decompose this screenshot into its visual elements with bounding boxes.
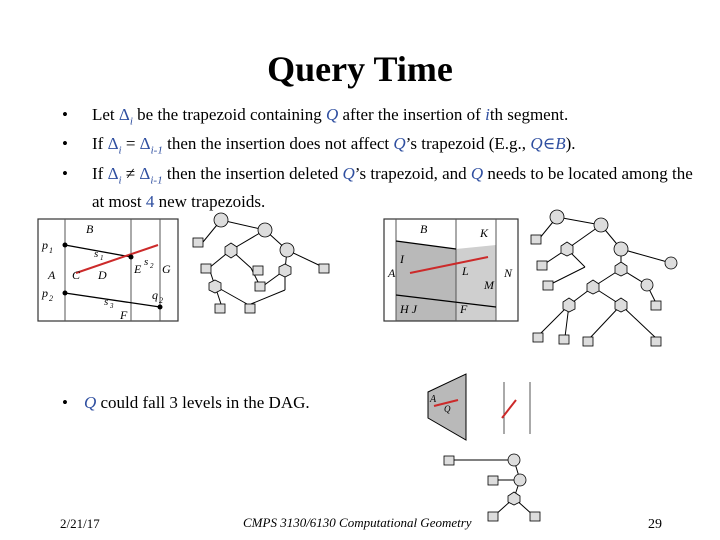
bullet-3: • If $\Delta_i \ne \Delta_{i-1}$ then the insertion deleted Q’s trapezoid, and Q needs to be located among the at most 4 new trapezoids. — [62, 163, 693, 212]
label-A-right: A — [388, 266, 396, 280]
dag-left — [185, 208, 345, 323]
label-G: G — [162, 262, 171, 276]
dag-right — [525, 205, 697, 350]
label-F-right: F — [460, 302, 468, 316]
bullet-2: • If $\Delta_i = \Delta_{i-1}$ then the insertion does not affect Q’s trapezoid (E.g., Q∈B). — [62, 134, 576, 157]
label-p2: p — [42, 286, 48, 300]
footer-course: CMPS 3130/6130 Computational Geometry — [243, 515, 472, 530]
slide-title: Query Time — [267, 49, 453, 89]
label-D: D — [98, 268, 107, 282]
footer-date: 2/21/17 — [60, 516, 100, 531]
svg-text:1: 1 — [100, 254, 104, 262]
label-A: A — [48, 268, 56, 282]
bullet-dot: • — [62, 105, 68, 124]
trapezoid-small — [420, 370, 480, 450]
label-M-right: M — [484, 278, 494, 292]
svg-text:2: 2 — [150, 262, 154, 270]
bottom-bullet: • Q could fall 3 levels in the DAG. — [62, 393, 310, 412]
label-F: F — [120, 308, 128, 322]
label-E: E — [134, 262, 142, 276]
label-s3: s — [104, 296, 109, 308]
svg-text:1: 1 — [49, 246, 53, 255]
svg-text:2: 2 — [49, 294, 53, 303]
bullet-1: • Let $\Delta_i$ be the trapezoid containing Q after the insertion of ith segment. — [62, 105, 569, 128]
bullet-dot: • — [62, 393, 68, 412]
label-K-right: K — [480, 226, 489, 240]
bullet-list — [62, 104, 702, 212]
label-B-right: B — [420, 222, 428, 236]
trapezoid-small-split — [490, 378, 550, 438]
label-Q-small: Q — [444, 404, 451, 414]
trapezoid-map-right — [380, 215, 522, 323]
trapezoid-map-left — [34, 215, 184, 325]
label-p1: p — [42, 238, 48, 252]
label-HJ-right: H J — [400, 302, 417, 316]
label-s2: s — [144, 256, 149, 268]
label-A-small: A — [430, 394, 437, 405]
bullet-dot: • — [62, 163, 68, 183]
label-L-right: L — [462, 264, 469, 278]
label-s1: s — [94, 248, 99, 260]
label-I-right: I — [400, 252, 404, 266]
bullet-dot: • — [62, 134, 68, 154]
label-C: C — [72, 268, 81, 282]
svg-text:2: 2 — [159, 296, 163, 305]
page-number: 29 — [648, 517, 662, 532]
label-B: B — [86, 222, 94, 236]
label-N-right: N — [504, 266, 513, 280]
label-q2: q — [152, 288, 158, 302]
svg-text:3: 3 — [110, 302, 114, 310]
